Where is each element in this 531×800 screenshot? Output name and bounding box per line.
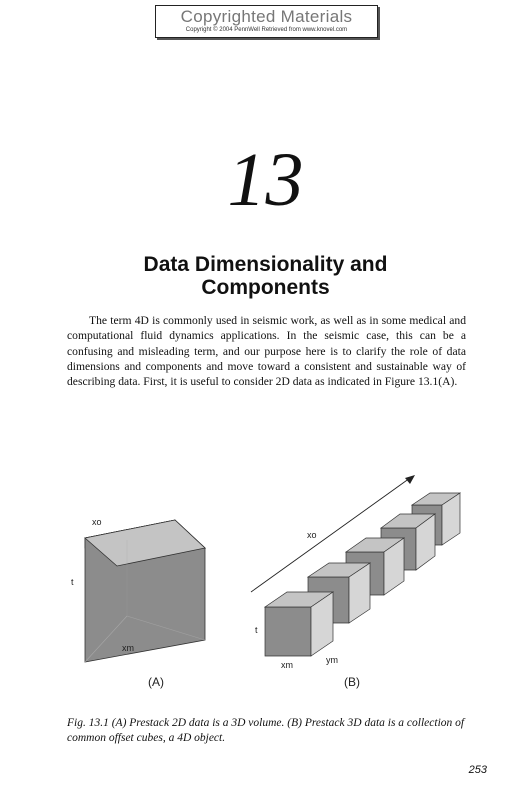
- label-b-panel: (B): [344, 675, 360, 689]
- chapter-number: 13: [227, 138, 304, 222]
- figure-caption: Fig. 13.1 (A) Prestack 2D data is a 3D volume. (B) Prestack 3D data is a collection of common offset cubes, a 4D object.: [67, 717, 465, 744]
- watermark-subtitle: Copyright © 2004 PennWell Retrieved from www.knovel.com: [185, 27, 348, 33]
- label-b-xm: xm: [281, 660, 293, 670]
- watermark-title: Copyrighted Materials: [180, 7, 353, 26]
- figure-diagram: [55, 470, 485, 695]
- label-b-ym: ym: [326, 655, 338, 665]
- label-a-xm: xm: [122, 643, 134, 653]
- chapter-title-line-1: Data Dimensionality and: [143, 253, 388, 276]
- panel-a-cube: [85, 520, 205, 662]
- chapter-title-line-2: Components: [201, 276, 330, 299]
- xo-axis-arrowhead: [405, 475, 415, 484]
- label-a-t: t: [71, 577, 74, 587]
- copyright-watermark: [155, 5, 378, 38]
- label-a-panel: (A): [148, 675, 164, 689]
- offset-cube-1: [265, 592, 333, 656]
- label-b-xo: xo: [307, 530, 317, 540]
- body-paragraph: The term 4D is commonly used in seismic work, as well as in some medical and computational fluid dynamics applications. In the seismic case, this can be a confusing and misleading term, and our purpose here is to clarify the role of data dimensions and components and move toward a consistent and sustainable way of describing data. First, it is useful to consider 2D data as indicated in Figure 13.1(A).: [67, 314, 466, 389]
- page-number: 253: [468, 764, 487, 776]
- label-a-xo: xo: [92, 517, 102, 527]
- chapter-title: [0, 253, 531, 299]
- figure-13-1: [55, 470, 485, 695]
- label-b-t: t: [255, 625, 258, 635]
